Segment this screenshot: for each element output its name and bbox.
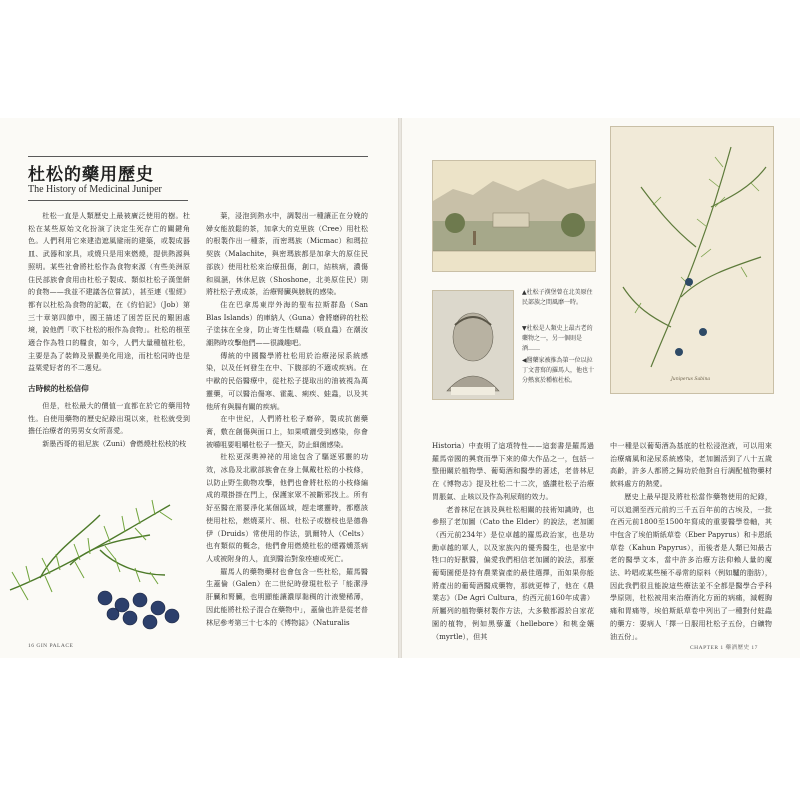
paragraph: 中一種是以葡萄酒為基底的杜松浸泡液，可以用來治療痛風和泌尿系統感染，老加圖活到了八十五歲高齡，許多人都將之歸功於他對自行調配植物藥材飲料處方的熱愛。	[610, 441, 772, 489]
paragraph: 傳統的中國醫學將杜松用於治療泌尿系統感染，以及任何發生在中、下腹部的不適或疾病。在中歐的民俗醫療中，從杜松子提取出的油被視為萬靈藥，可以醫治傷寒、霍亂、痢疾、蛙蟲，以及其他所有與腸有關的疾病。	[206, 350, 368, 411]
caption-bottom: ◀醫藥家被推為第一位以拉丁文書寫的羅馬人，他也十分熱衷於種植杜松。	[522, 357, 595, 384]
section-subhead: 古時候的杜松信仰	[28, 384, 89, 394]
title-rule-bottom	[28, 200, 188, 201]
paragraph: 在中世紀，人們將杜松子磨碎，製成抗菌藥膏，敷在創傷與面口上，如果噴灑受到感染，你會被嚼咀要咀嚼杜松子一整天，防止細菌感染。	[206, 414, 368, 449]
paragraph: 住在巴拿馬東岸外海的聖布拉斯群島（San Blas Islands）的庫納人（Guna）會將磨碎的杜松子塗抹在全身，防止寄生性蠕蟲（吸血蟲）在潮汝潮熱時攻擊他們——很識趣吧。	[206, 299, 368, 348]
landscape-engraving	[432, 160, 596, 272]
portrait-engraving	[432, 290, 514, 400]
page-title: 杜松的藥用歷史	[28, 165, 154, 185]
botanical-plate	[610, 126, 774, 394]
right-column-2	[610, 440, 772, 641]
caption-middle: ▼杜松是人類史上最古老的藥物之一，另一個則是酒……	[522, 325, 593, 352]
paragraph: 羅馬人的藥物藥材也會包含一些杜松，羅馬醫生蓋倫（Galen）在二世紀時發現杜松子「能潔淨肝臟和腎臟，也明顯能讓濃厚黏稠的汁液變稀薄，因此能將杜松子混合在藥物中」，蓋倫也許是從老普林尼參考第三十七本的《博物誌》（Naturalis	[206, 566, 368, 627]
paragraph: 葉，浸泡到熱水中，調製出一種讓正在分娩的婦女能放鬆的茶，加拿大的克里族（Cree）用杜松的根製作出一種茶，而密瑪族（Micmac）和瑪拉契族（Malachite，與密瑪族都是加拿大的原住民部族）使用杜松來治療扭傷，創口，結核病，濃傷和風濕，休休尼族（Shoshone，北美原住民）則將杜松子煮成茶，治療腎臟與膀胱的感染。	[206, 211, 368, 297]
left-column-1	[28, 210, 190, 478]
caption-top: ▲杜松子漢堡曾在北美原住民部族之間風靡一時。	[522, 289, 593, 306]
title-rule-top	[28, 156, 368, 157]
paragraph: 杜松更深奧神祕的用途包含了驅逐邪靈的功效，冰島及北歐部族會在身上佩戴杜松的小枝條，以防止野生動物攻擊，他們也會將杜松的小枝條編成的環掛掛在門上，保護家眾不被斷邪找上。所有好巫醫在需要淨化某個區域，趕走壞靈時，都應該使用杜松，燃燒菜片、根、杜松子或樹枝也是德魯伊（Druids）常使用的作法，凱爾特人（Celts）也有類似的概念，他們會用燃燒杜松的煙霧燻蒸病人或被附身的人，直到醫治對象痊癒或死亡。	[206, 452, 368, 563]
juniper-sprig-illustration	[0, 480, 200, 640]
paragraph: 杜松一直是人類歷史上最被廣泛使用的樹。杜松在某些原始文化扮演了決定生死存亡的關鍵角色。人們利用它來建造遮風避雨的建築，或製成器皿、武器和家具，或燒只是用來燃燒，提供熱源與照明。某些社會將杜松作為食物來源（有些美洲原住民部族會食用由杜松子製成、類似杜松子漢堡餅的食物——我並不建議各位嘗試），甚至連《聖經》都有以杜松為食物的記載，在《約伯記》（Job）第三十章第四節中，國王描述了困苦臣民的艱困處境，說他們「吹下杜松的根作為食物」。杜松的根莖適合作為牲口的糧食，如今，人們大量種植杜松，主要是為了裝飾及景觀美化用途，而杜松同時也是益栗愛好者的不二選兒。	[28, 211, 190, 373]
paragraph: 但是，杜松最大的價值一直都在於它的藥用特性。自使用藥物的歷史紀錄出現以來，杜松就受到擔任治療者的男男女女所喜愛。	[28, 400, 190, 436]
paragraph: 新墨西哥的祖尼族（Zuni）會燃燒杜松枝的枝	[42, 438, 187, 448]
page-subtitle: The History of Medicinal Juniper	[28, 184, 162, 195]
right-folio: CHAPTER 1 藥酒歷史 17	[690, 645, 758, 651]
paragraph: 歷史上最早提及將杜松當作藥物使用的紀錄，可以追溯至西元前約三千五百年前的古埃及，一批在西元前1800至1500年寫成的重要醫學卷軸，其中包含了埃伯斯紙草卷（Eber Papyrus）和卡恩紙草卷（Kahun Papyrus），而後者是人類已知最古老的醫學文本，當中許多治療方法仰賴人量的魔法、吟唱或某些極不尋常的原料（例如驢的脂肪），因此我們很且能說這些療法並不全都是醫學合乎科學原則，杜松被用來治療消化方面的病痛，減輕胸痛和胃痛等，埃伯斯紙草卷中列出了一種對付蛀蟲的藥方：要病人「擇一日服用杜松子五份，白礦物油五份」。	[610, 491, 772, 641]
right-column-1	[432, 440, 594, 641]
paragraph: Historia）中查明了這項特性——這套書是羅馬過羅馬帝國的興衰而學下來的偉大作品之一，包括一整冊關於植物學、葡萄酒和醫學的著述，老普林尼在《博物志》提及杜松二十二次，盛讚杜松子治療胃脹氣、止咳以及作為利尿劑的效力。	[432, 441, 594, 501]
plate-label: Juniperus Sabina	[671, 377, 711, 382]
left-folio: 16 GIN PALACE	[28, 643, 74, 649]
paragraph: 老普林尼在該及與杜松相關的技術知識時，也參照了老加圖（Cato the Elder）的說法，老加圖（西元前234年）是位卓越的羅馬政治家，也是功勳卓越的軍人，以及家族內的優秀醫生，也是家中牲口的好獸醫，偏愛我們相信老加圖的說法，那麼葡萄園便是持有農業資產的最佳選擇，而如果你能將產出的葡萄酒醫成藥物，那就更棒了，他在《農業志》（De Agri Cultura，約西元前160年成書）所屬列的植物藥材製作方法，大多數都源於自家花園的植物，例如黑藜蘆（hellebore）和桃金孃（myrtle），但其	[432, 504, 594, 641]
left-column-2	[206, 210, 368, 630]
